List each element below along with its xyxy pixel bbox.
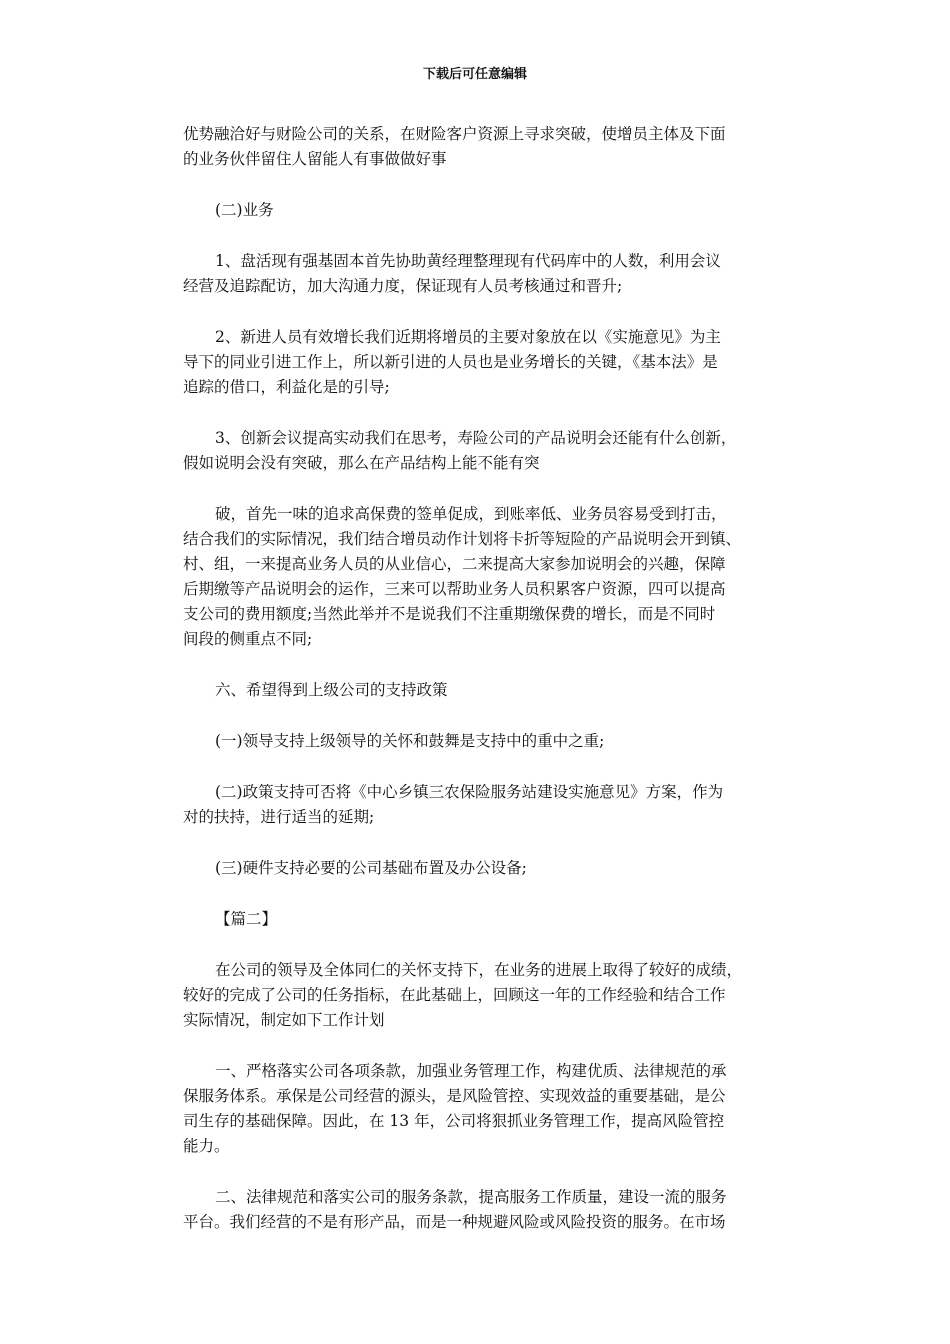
- page-header: 下载后可任意编辑: [422, 67, 527, 82]
- text-line: 破，首先一味的追求高保费的签单促成，到账率低、业务员容易受到打击，: [215, 505, 727, 523]
- text-line: (二)政策支持可否将《中心乡镇三农保险服务站建设实施意见》方案，作为: [215, 783, 724, 801]
- text-line: 司生存的基础保障。因此，在 13 年，公司将狠抓业务管理工作，提高风险管控: [183, 1112, 725, 1130]
- text-line: 导下的同业引进工作上，所以新引进的人员也是业务增长的关键，《基本法》是: [183, 353, 718, 371]
- text-line: 保服务体系。承保是公司经营的源头，是风险管控、实现效益的重要基础，是公: [183, 1087, 726, 1105]
- section-heading-support-policy: [183, 678, 773, 703]
- text-line: 经营及追踪配访，加大沟通力度，保证现有人员考核通过和晋升;: [183, 277, 623, 295]
- text-line: 后期缴等产品说明会的运作，三来可以帮助业务人员积累客户资源，四可以提高: [183, 580, 726, 598]
- text-line: 较好的完成了公司的任务指标，在此基础上，回顾这一年的工作经验和结合工作: [183, 986, 726, 1004]
- text-line: 的业务伙伴留住人留能人有事做做好事: [183, 150, 447, 168]
- paragraph-item-1: [183, 249, 773, 299]
- paragraph-item-3: [183, 426, 773, 476]
- text-line: 一、严格落实公司各项条款，加强业务管理工作，构建优质、法律规范的承: [215, 1062, 727, 1080]
- text-line: 村、组，一来提高业务人员的从业信心，二来提高大家参加说明会的兴趣，保障: [183, 555, 726, 573]
- text-line: (三)硬件支持必要的公司基础布置及办公设备;: [215, 859, 527, 877]
- text-line: 能力。: [183, 1137, 230, 1155]
- paragraph-item-2: [183, 325, 773, 400]
- text-line: 【篇二】: [215, 910, 278, 928]
- section-heading-part-two: [183, 907, 773, 932]
- text-line: 平台。我们经营的不是有形产品，而是一种规避风险或风险投资的服务。在市场: [183, 1213, 726, 1231]
- paragraph-leadership-support: [183, 729, 773, 754]
- paragraph-point-one: [183, 1059, 773, 1159]
- paragraph-intro-part-two: [183, 958, 773, 1033]
- text-line: 假如说明会没有突破，那么在产品结构上能不能有突: [183, 454, 540, 472]
- text-line: 实际情况，制定如下工作计划: [183, 1011, 385, 1029]
- document-body: [183, 122, 773, 1261]
- text-line: 在公司的领导及全体同仁的关怀支持下，在业务的进展上取得了较好的成绩，: [215, 961, 743, 979]
- text-line: (一)领导支持上级领导的关怀和鼓舞是支持中的重中之重;: [215, 732, 605, 750]
- text-line: (二)业务: [215, 201, 274, 219]
- text-line: 优势融洽好与财险公司的关系，在财险客户资源上寻求突破，使增员主体及下面: [183, 125, 726, 143]
- paragraph-hardware-support: [183, 856, 773, 881]
- text-line: 间段的侧重点不同;: [183, 630, 313, 648]
- paragraph-1: [183, 122, 773, 172]
- text-line: 结合我们的实际情况，我们结合增员动作计划将卡折等短险的产品说明会开到镇、: [183, 530, 742, 548]
- text-line: 支公司的费用额度;当然此举并不是说我们不注重期缴保费的增长，而是不同时: [183, 605, 716, 623]
- paragraph-item-3-continued: [183, 502, 773, 652]
- paragraph-point-two: [183, 1185, 773, 1235]
- text-line: 2、新进人员有效增长我们近期将增员的主要对象放在以《实施意见》为主: [215, 328, 721, 346]
- text-line: 1、盘活现有强基固本首先协助黄经理整理现有代码库中的人数，利用会议: [215, 252, 721, 270]
- paragraph-policy-support: [183, 780, 773, 830]
- text-line: 六、希望得到上级公司的支持政策: [215, 681, 448, 699]
- text-line: 对的扶持，进行适当的延期;: [183, 808, 375, 826]
- section-heading-business: [183, 198, 773, 223]
- text-line: 3、创新会议提高实动我们在思考，寿险公司的产品说明会还能有什么创新，: [215, 429, 737, 447]
- text-line: 追踪的借口，利益化是的引导;: [183, 378, 390, 396]
- text-line: 二、法律规范和落实公司的服务条款，提高服务工作质量，建设一流的服务: [215, 1188, 727, 1206]
